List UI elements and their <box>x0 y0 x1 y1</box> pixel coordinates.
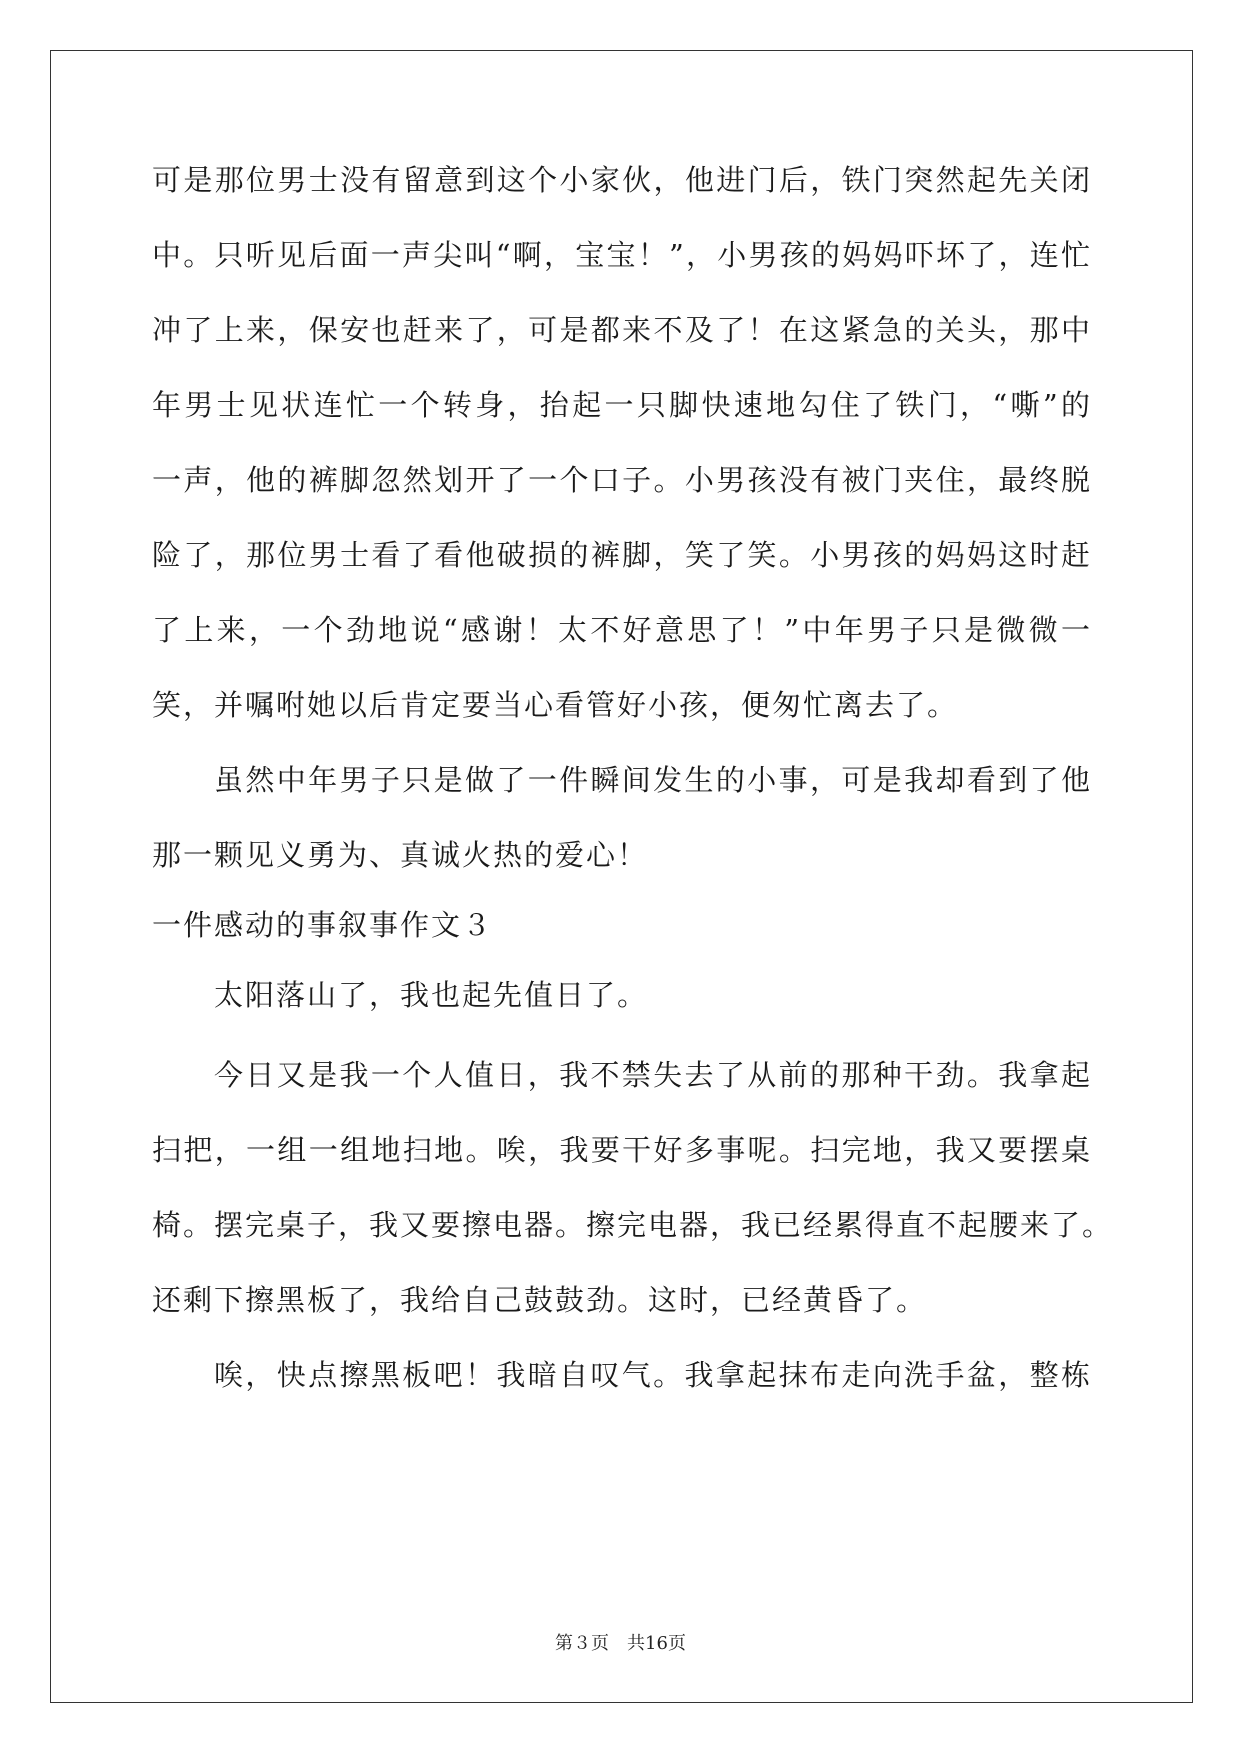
page-border <box>50 50 1193 1703</box>
text-line: 中。只听见后面一声尖叫“啊，宝宝！”，小男孩的妈妈吓坏了，连忙 <box>152 238 1092 272</box>
text-line: 年男士见状连忙一个转身，抬起一只脚快速地勾住了铁门，“嘶”的 <box>152 388 1092 422</box>
text-line: 今日又是我一个人值日，我不禁失去了从前的那种干劲。我拿起 <box>214 1058 1092 1092</box>
text-line: 太阳落山了，我也起先值日了。 <box>214 978 649 1012</box>
text-line: 险了，那位男士看了看他破损的裤脚，笑了笑。小男孩的妈妈这时赶 <box>152 538 1092 572</box>
text-line: 那一颗见义勇为、真诚火热的爱心！ <box>152 838 649 872</box>
text-line: 扫把，一组一组地扫地。唉，我要干好多事呢。扫完地，我又要摆桌 <box>152 1133 1092 1167</box>
page-footer <box>0 1632 1241 1656</box>
section-heading: 一件感动的事叙事作文３ <box>152 908 494 942</box>
text-line: 虽然中年男子只是做了一件瞬间发生的小事，可是我却看到了他 <box>214 763 1092 797</box>
text-line: 笑，并嘱咐她以后肯定要当心看管好小孩，便匆忙离去了。 <box>152 688 959 722</box>
text-line: 椅。摆完桌子，我又要擦电器。擦完电器，我已经累得直不起腰来了。 <box>152 1208 1114 1242</box>
page-number: 第３页 <box>555 1633 610 1654</box>
text-line: 唉，快点擦黑板吧！我暗自叹气。我拿起抹布走向洗手盆，整栋 <box>214 1358 1092 1392</box>
text-line: 还剩下擦黑板了，我给自己鼓鼓劲。这时，已经黄昏了。 <box>152 1283 928 1317</box>
text-line: 了上来，一个劲地说“感谢！太不好意思了！”中年男子只是微微一 <box>152 613 1092 647</box>
text-line: 可是那位男士没有留意到这个小家伙，他进门后，铁门突然起先关闭 <box>152 163 1092 197</box>
page-total: 共16页 <box>627 1633 686 1654</box>
text-line: 冲了上来，保安也赶来了，可是都来不及了！在这紧急的关头，那中 <box>152 313 1092 347</box>
text-line: 一声，他的裤脚忽然划开了一个口子。小男孩没有被门夹住，最终脱 <box>152 463 1092 497</box>
